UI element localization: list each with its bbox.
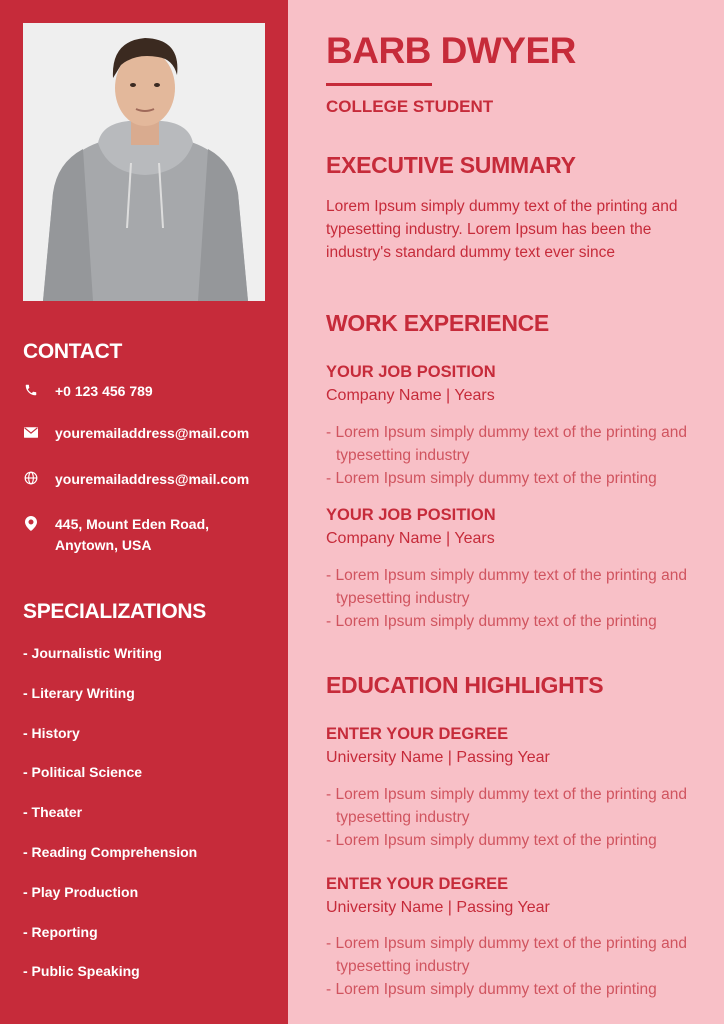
contact-email xyxy=(23,423,249,444)
list-item: - Lorem Ipsum simply dummy text of the printing xyxy=(326,467,716,490)
list-item: - Political Science xyxy=(23,764,143,781)
candidate-role: COLLEGE STUDENT xyxy=(326,97,494,116)
summary-heading: EXECUTIVE SUMMARY xyxy=(326,152,576,178)
list-item: - Lorem Ipsum simply dummy text of the printing and typesetting industry xyxy=(326,421,716,467)
job-bullets xyxy=(326,564,716,633)
job-company: Company Name | Years xyxy=(326,387,495,404)
list-item: - Reading Comprehension xyxy=(23,843,198,860)
degree-bullets xyxy=(326,783,716,852)
list-item: - Lorem Ipsum simply dummy text of the printing and typesetting industry xyxy=(326,932,716,978)
degree-title: ENTER YOUR DEGREE xyxy=(326,725,509,743)
street-address: 445, Mount Eden Road, Anytown, USA xyxy=(55,516,210,553)
list-item: - Lorem Ipsum simply dummy text of the printing xyxy=(326,610,716,633)
specializations-list xyxy=(23,643,197,1001)
specializations-heading: SPECIALIZATIONS xyxy=(23,600,206,623)
name-divider xyxy=(326,83,432,86)
sidebar xyxy=(0,0,288,1024)
list-item: - Journalistic Writing xyxy=(23,645,162,661)
list-item: - Lorem Ipsum simply dummy text of the printing and typesetting industry xyxy=(326,564,716,610)
phone-icon xyxy=(23,382,39,398)
list-item: - Lorem Ipsum simply dummy text of the printing and typesetting industry xyxy=(326,783,716,829)
contact-address xyxy=(23,514,209,556)
globe-icon xyxy=(23,470,39,486)
job-bullets xyxy=(326,421,716,490)
contact-phone xyxy=(23,381,153,402)
phone-number: +0 123 456 789 xyxy=(55,383,153,399)
profile-photo xyxy=(23,23,265,301)
education-heading: EDUCATION HIGHLIGHTS xyxy=(326,672,604,698)
degree-school: University Name | Passing Year xyxy=(326,899,550,916)
list-item: - Reporting xyxy=(23,923,98,940)
job-position: YOUR JOB POSITION xyxy=(326,363,496,381)
degree-school: University Name | Passing Year xyxy=(326,749,550,766)
website-address: youremailaddress@mail.com xyxy=(55,471,250,487)
experience-heading: WORK EXPERIENCE xyxy=(326,310,549,336)
list-item: - Theater xyxy=(23,804,83,821)
contact-heading: CONTACT xyxy=(23,340,122,363)
main-content xyxy=(288,0,724,1024)
job-position: YOUR JOB POSITION xyxy=(326,506,496,524)
summary-text: Lorem Ipsum simply dummy text of the printing and typesetting industry. Lorem Ipsum has been the industry's standard dummy text ever since xyxy=(326,198,678,261)
candidate-name: BARB DWYER xyxy=(326,30,576,71)
contact-website xyxy=(23,469,249,490)
email-address: youremailaddress@mail.com xyxy=(55,425,250,441)
degree-bullets xyxy=(326,932,716,1001)
list-item: - Public Speaking xyxy=(23,963,140,980)
mail-icon xyxy=(23,424,39,440)
job-company: Company Name | Years xyxy=(326,530,495,547)
degree-title: ENTER YOUR DEGREE xyxy=(326,875,509,893)
list-item: - Play Production xyxy=(23,883,139,900)
list-item: - Lorem Ipsum simply dummy text of the printing xyxy=(326,829,716,852)
list-item: - Lorem Ipsum simply dummy text of the printing xyxy=(326,978,716,1001)
location-pin-icon xyxy=(23,515,39,531)
list-item: - History xyxy=(23,724,80,741)
list-item: - Literary Writing xyxy=(23,684,135,701)
